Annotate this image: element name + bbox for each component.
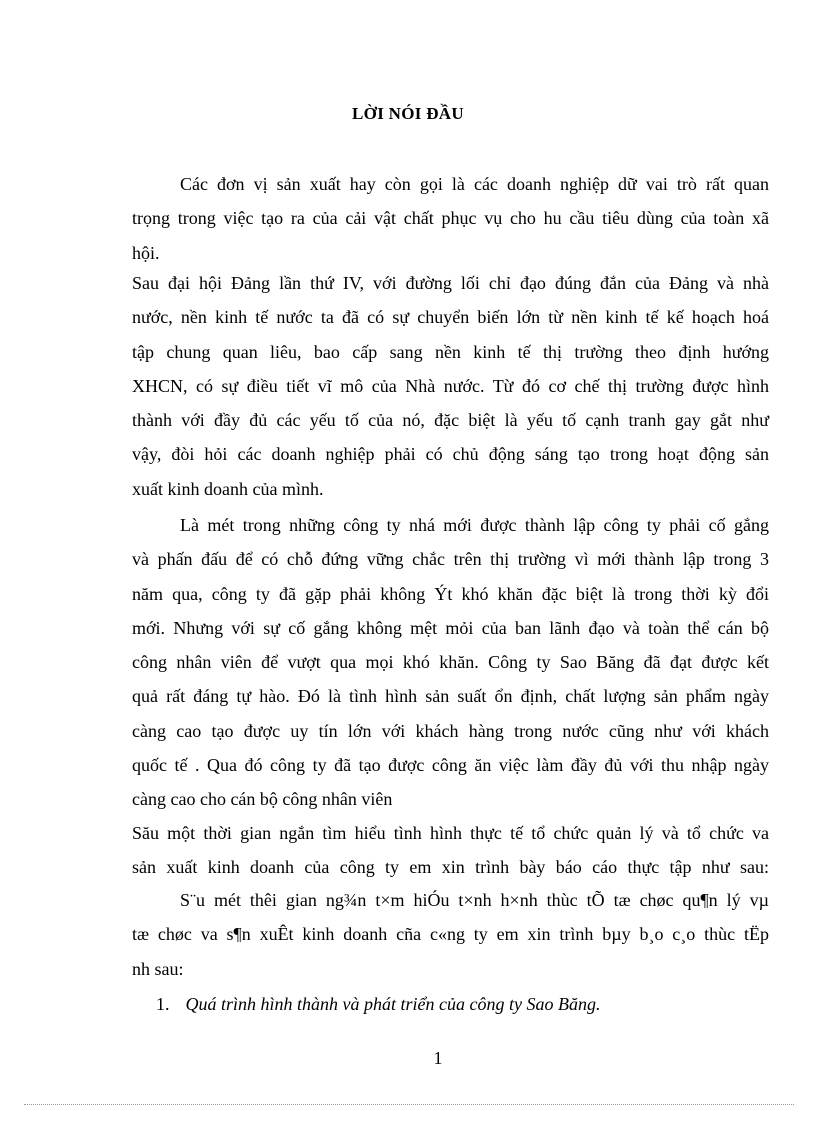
list-number: 1. xyxy=(156,994,170,1014)
paragraph-line: Các đơn vị sản xuất hay còn gọi là các doanh nghiệp dữ vai trò rất quan xyxy=(180,174,769,194)
paragraph-company xyxy=(132,508,769,817)
paragraph-line: càng cao cho cán bộ công nhân viên xyxy=(132,789,393,810)
page-title: LỜI NÓI ĐẦU xyxy=(352,104,464,123)
paragraph-line: xuất kinh doanh của mình. xyxy=(132,478,324,499)
paragraph-line: S¨u mét thêi gian ng¾n t×m hiÓu t×nh h×nh thùc tÕ tæ chøc qu¶n lý vµ xyxy=(180,890,769,910)
list-item xyxy=(156,987,600,1021)
paragraph-line: tập chung quan liêu, bao cấp sang nền kinh tế thị trường theo định hướng xyxy=(132,341,769,362)
list-item-text: Quá trình hình thành và phát triển của công ty Sao Băng. xyxy=(185,994,601,1014)
paragraph-line: công nhân viên để vượt qua mọi khó khăn. Công ty Sao Băng đã đạt được kết xyxy=(132,652,769,673)
footer-divider xyxy=(24,1104,794,1105)
paragraph-line: trọng trong việc tạo ra của cải vật chất phục vụ cho hu cầu tiêu dùng của toàn xã xyxy=(132,208,769,229)
paragraph-line: càng cao tạo được uy tín lớn với khách hàng trong nước cũng như với khách xyxy=(132,720,769,741)
paragraph-context xyxy=(132,266,769,506)
paragraph-line: quả rất đáng tự hào. Đó là tình hình sản suất ổn định, chất lượng sản phẩm ngày xyxy=(132,686,769,707)
paragraph-line: thành với đầy đủ các yếu tố của nó, đặc biệt là yếu tố cạnh tranh gay gắt như xyxy=(132,410,769,431)
page-number: 1 xyxy=(433,1048,443,1068)
paragraph-line: quốc tế . Qua đó công ty đã tạo được công ăn việc làm đầy đủ với thu nhập ngày xyxy=(132,755,769,776)
paragraph-line: hội. xyxy=(132,242,160,263)
paragraph-intro xyxy=(132,167,769,270)
paragraph-line: nh sau: xyxy=(132,958,184,979)
paragraph-line: sản xuất kinh doanh của công ty em xin trình bày báo cáo thực tập như sau: xyxy=(132,857,769,878)
paragraph-line: vậy, đòi hỏi các doanh nghiệp phải có chủ động sáng tạo trong hoạt động sản xyxy=(132,444,769,465)
paragraph-line: mới. Nhưng với sự cố gắng không mệt mỏi của ban lãnh đạo và toàn thể cán bộ xyxy=(132,617,769,638)
paragraph-line: và phấn đấu để có chỗ đứng vững chắc trên thị trường vì mới thành lập trong 3 xyxy=(132,549,769,570)
paragraph-line: năm qua, công ty đã gặp phải không Ýt khó khăn đặc biệt là trong thời kỳ đổi xyxy=(132,583,769,604)
paragraph-line: Là mét trong những công ty nhá mới được thành lập công ty phải cố gắng xyxy=(180,515,769,535)
paragraph-garbled xyxy=(132,883,769,986)
paragraph-report-intro xyxy=(132,816,769,885)
paragraph-line: tæ chøc va s¶n xuÊt kinh doanh cña c«ng ty em xin trình bµy b¸o c¸o thùc tËp xyxy=(132,924,769,945)
paragraph-line: XHCN, có sự điều tiết vĩ mô của Nhà nước. Từ đó cơ chế thị trường được hình xyxy=(132,375,769,396)
paragraph-line: nước, nền kinh tế nước ta đã có sự chuyển biến lớn từ nền kinh tế kế hoạch hoá xyxy=(132,307,769,328)
paragraph-line: Sau đại hội Đảng lần thứ IV, với đường lối chỉ đạo đúng đắn của Đảng và nhà xyxy=(132,273,769,293)
paragraph-line: Său một thời gian ngắn tìm hiểu tình hình thực tế tổ chức quản lý và tổ chức va xyxy=(132,823,769,843)
